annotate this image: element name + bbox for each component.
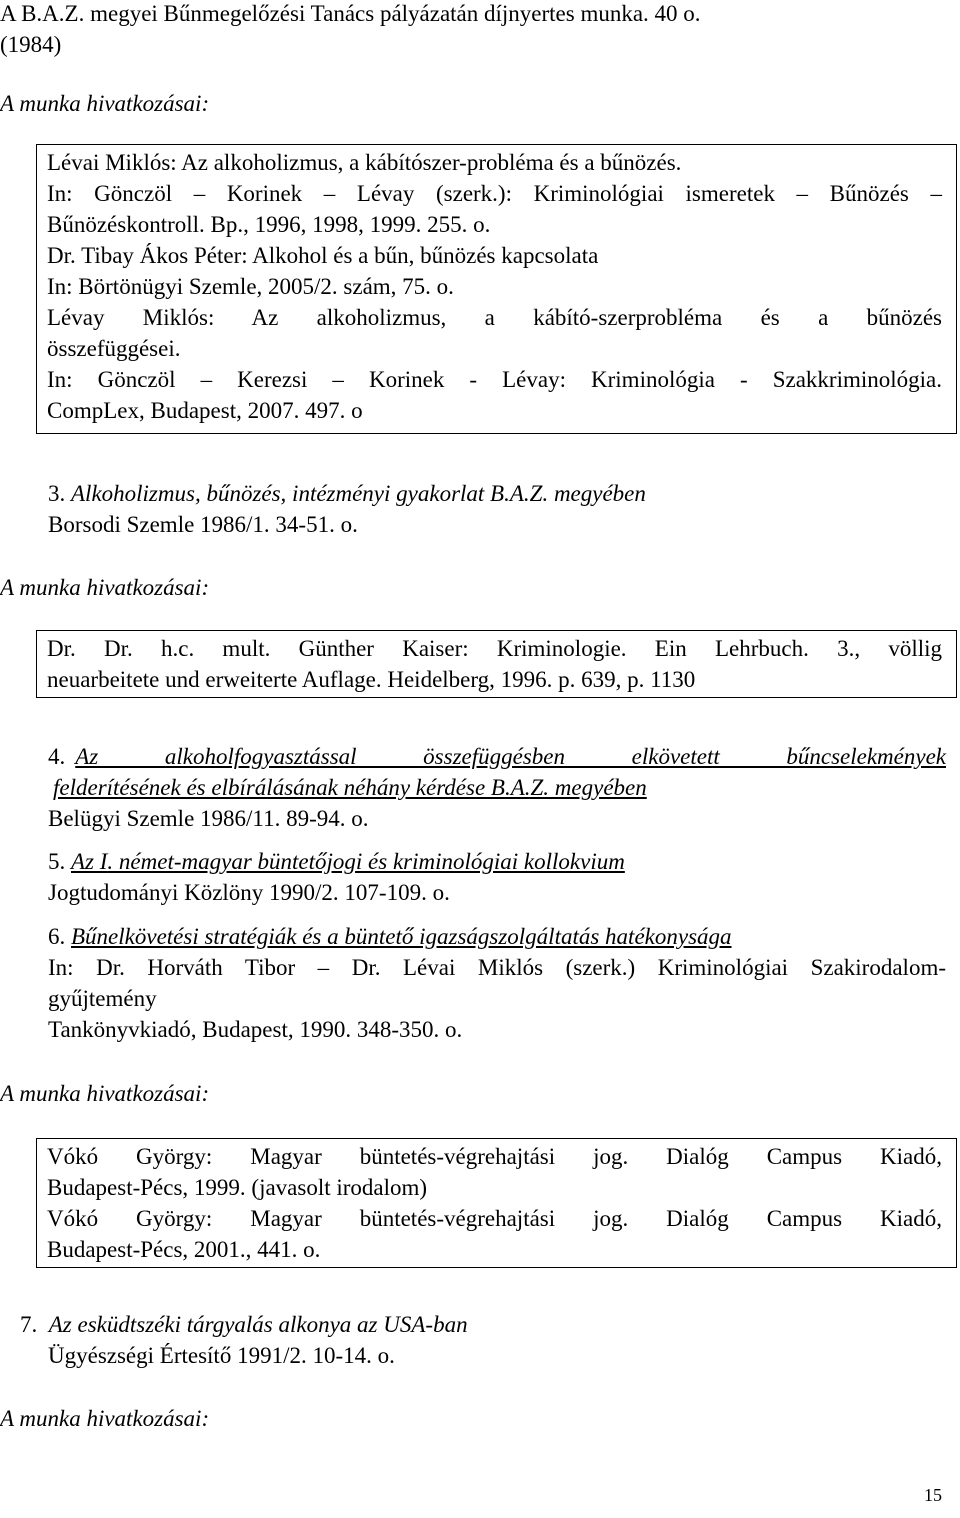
item-5 xyxy=(48,846,946,908)
box1-line-8: In: Gönczöl – Kerezsi – Korinek - Lévay: Kriminológia - Szakkriminológia. xyxy=(47,367,942,392)
box3-line-4: Budapest-Pécs, 2001., 441. o. xyxy=(47,1237,321,1262)
item-4-title-line-2: felderítésének és elbírálásának néhány kérdése B.A.Z. megyében xyxy=(53,775,647,800)
box2-line-2: neuarbeitete und erweiterte Auflage. Heidelberg, 1996. p. 639, p. 1130 xyxy=(47,667,696,692)
item-3-source: Borsodi Szemle 1986/1. 34-51. o. xyxy=(48,512,358,537)
item-4 xyxy=(48,741,946,834)
box1-line-3: Bűnözéskontroll. Bp., 1996, 1998, 1999. 255. o. xyxy=(47,212,491,237)
item-6-line-4: Tankönyvkiadó, Budapest, 1990. 348-350. o. xyxy=(48,1017,463,1042)
page-number: 15 xyxy=(924,1485,942,1505)
item-7 xyxy=(20,1309,920,1371)
box1-line-9: CompLex, Budapest, 2007. 497. o xyxy=(47,398,363,423)
references-heading-2: A munka hivatkozásai: xyxy=(0,575,210,600)
intro-line-1: A B.A.Z. megyei Bűnmegelőzési Tanács pályázatán díjnyertes munka. 40 o. xyxy=(0,1,701,26)
intro-line-2: (1984) xyxy=(0,32,62,57)
references-box-2 xyxy=(36,630,957,698)
item-4-title-line-1: Az alkoholfogyasztással összefüggésben elkövetett bűncselekmények xyxy=(75,744,946,769)
box3-line-3: Vókó György: Magyar büntetés-végrehajtási jog. Dialóg Campus Kiadó, xyxy=(47,1206,942,1231)
item-6-title: Bűnelkövetési stratégiák és a büntető igazságszolgáltatás hatékonysága xyxy=(71,924,732,949)
box1-line-5: In: Börtönügyi Szemle, 2005/2. szám, 75. o. xyxy=(47,274,454,299)
item-6-number: 6. xyxy=(48,924,66,949)
references-box-1 xyxy=(36,144,957,434)
box1-line-6: Lévay Miklós: Az alkoholizmus, a kábító-szerprobléma és a bűnözés xyxy=(47,305,942,330)
item-7-source: Ügyészségi Értesítő 1991/2. 10-14. o. xyxy=(48,1343,395,1368)
references-heading-3: A munka hivatkozásai: xyxy=(0,1081,210,1106)
item-6-line-3: gyűjtemény xyxy=(48,986,157,1011)
item-7-number: 7. xyxy=(20,1312,38,1337)
references-box-3 xyxy=(36,1138,957,1268)
item-5-number: 5. xyxy=(48,849,66,874)
box2-line-1: Dr. Dr. h.c. mult. Günther Kaiser: Kriminologie. Ein Lehrbuch. 3., völlig xyxy=(47,636,942,661)
item-5-title-part-1: Az I xyxy=(71,849,108,874)
references-heading-4: A munka hivatkozásai: xyxy=(0,1406,210,1431)
box1-line-4: Dr. Tibay Ákos Péter: Alkohol és a bűn, bűnözés kapcsolata xyxy=(47,243,599,268)
item-4-source: Belügyi Szemle 1986/11. 89-94. o. xyxy=(48,806,369,831)
intro-block xyxy=(0,0,960,60)
box3-line-1: Vókó György: Magyar büntetés-végrehajtási jog. Dialóg Campus Kiadó, xyxy=(47,1144,942,1169)
item-6 xyxy=(48,921,946,1045)
item-4-number: 4. xyxy=(48,744,66,769)
box1-line-1: Lévai Miklós: Az alkoholizmus, a kábítószer-probléma és a bűnözés. xyxy=(47,150,682,175)
item-3-number: 3. xyxy=(48,481,66,506)
item-5-source: Jogtudományi Közlöny 1990/2. 107-109. o. xyxy=(48,880,450,905)
box3-line-2: Budapest-Pécs, 1999. (javasolt irodalom) xyxy=(47,1175,428,1200)
item-3 xyxy=(48,478,948,540)
box1-line-7: összefüggései. xyxy=(47,336,181,361)
item-6-line-2: In: Dr. Horváth Tibor – Dr. Lévai Miklós (szerk.) Kriminológiai Szakirodalom- xyxy=(48,955,946,980)
item-7-title: Az esküdtszéki tárgyalás alkonya az USA-ban xyxy=(48,1312,468,1337)
references-heading-1: A munka hivatkozásai: xyxy=(0,91,210,116)
box1-line-2: In: Gönczöl – Korinek – Lévay (szerk.): Kriminológiai ismeretek – Bűnözés – xyxy=(47,181,942,206)
item-3-title: Alkoholizmus, bűnözés, intézményi gyakorlat B.A.Z. megyében xyxy=(71,481,646,506)
item-5-title-part-2: . német-magyar büntetőjogi és kriminológiai kollokvium xyxy=(107,849,625,874)
